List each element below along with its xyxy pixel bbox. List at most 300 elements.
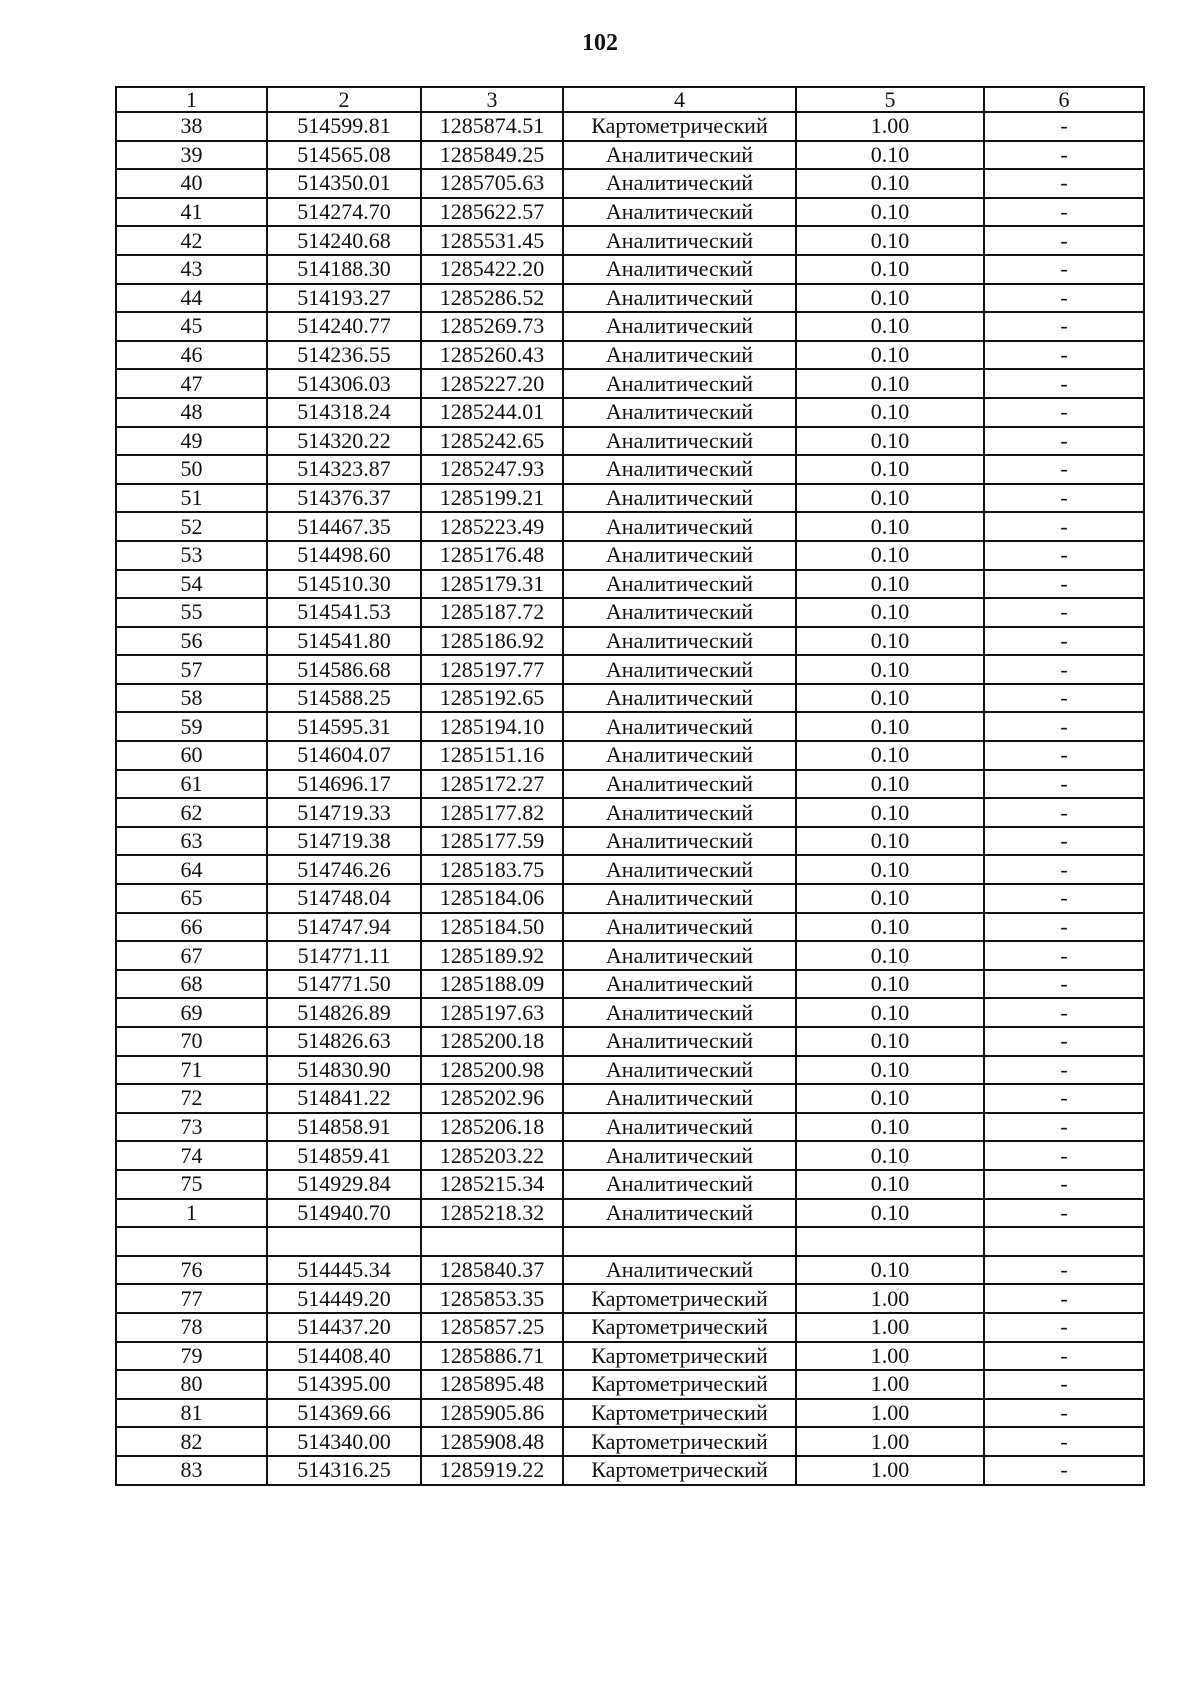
y-coordinate-cell: 1285172.27 [421, 770, 563, 799]
column-header-1: 1 [116, 87, 267, 112]
method-cell: Аналитический [563, 427, 796, 456]
note-cell: - [984, 998, 1144, 1027]
accuracy-cell: 0.10 [796, 1256, 984, 1285]
method-cell: Аналитический [563, 798, 796, 827]
note-cell: - [984, 312, 1144, 341]
x-coordinate-cell: 514408.40 [267, 1342, 421, 1371]
x-coordinate-cell: 514240.68 [267, 226, 421, 255]
point-number-cell: 73 [116, 1113, 267, 1142]
note-cell: - [984, 1199, 1144, 1228]
accuracy-cell: 0.10 [796, 1199, 984, 1228]
method-cell: Картометрический [563, 1399, 796, 1428]
point-number-cell: 75 [116, 1170, 267, 1199]
y-coordinate-cell: 1285269.73 [421, 312, 563, 341]
y-coordinate-cell: 1285179.31 [421, 570, 563, 599]
note-cell: - [984, 284, 1144, 313]
accuracy-cell: 0.10 [796, 312, 984, 341]
y-coordinate-cell: 1285184.50 [421, 913, 563, 942]
y-coordinate-cell: 1285622.57 [421, 198, 563, 227]
accuracy-cell: 0.10 [796, 998, 984, 1027]
accuracy-cell: 0.10 [796, 484, 984, 513]
accuracy-cell: 0.10 [796, 655, 984, 684]
accuracy-cell: 0.10 [796, 1141, 984, 1170]
x-coordinate-cell: 514437.20 [267, 1313, 421, 1342]
point-number-cell: 55 [116, 598, 267, 627]
method-cell: Аналитический [563, 970, 796, 999]
method-cell: Аналитический [563, 198, 796, 227]
point-number-cell: 63 [116, 827, 267, 856]
note-cell: - [984, 1399, 1144, 1428]
accuracy-cell: 0.10 [796, 913, 984, 942]
x-coordinate-cell: 514350.01 [267, 169, 421, 198]
method-cell: Аналитический [563, 1056, 796, 1085]
x-coordinate-cell: 514240.77 [267, 312, 421, 341]
column-header-6: 6 [984, 87, 1144, 112]
y-coordinate-cell: 1285200.98 [421, 1056, 563, 1085]
note-cell: - [984, 398, 1144, 427]
y-coordinate-cell: 1285215.34 [421, 1170, 563, 1199]
accuracy-cell: 0.10 [796, 598, 984, 627]
note-cell: - [984, 941, 1144, 970]
y-coordinate-cell: 1285203.22 [421, 1141, 563, 1170]
method-cell: Аналитический [563, 1113, 796, 1142]
accuracy-cell: 1.00 [796, 1399, 984, 1428]
column-header-4: 4 [563, 87, 796, 112]
x-coordinate-cell: 514541.80 [267, 627, 421, 656]
table-row [116, 1456, 1144, 1485]
table-row [116, 1313, 1144, 1342]
method-cell: Аналитический [563, 169, 796, 198]
note-cell: - [984, 369, 1144, 398]
note-cell: - [984, 655, 1144, 684]
table-row [116, 1141, 1144, 1170]
note-cell: - [984, 1370, 1144, 1399]
accuracy-cell: 0.10 [796, 798, 984, 827]
y-coordinate-cell: 1285186.92 [421, 627, 563, 656]
x-coordinate-cell: 514340.00 [267, 1427, 421, 1456]
note-cell: - [984, 255, 1144, 284]
point-number-cell: 72 [116, 1084, 267, 1113]
method-cell: Картометрический [563, 1284, 796, 1313]
table-row [116, 141, 1144, 170]
accuracy-cell: 1.00 [796, 1370, 984, 1399]
x-coordinate-cell: 514316.25 [267, 1456, 421, 1485]
x-coordinate-cell: 514395.00 [267, 1370, 421, 1399]
point-number-cell: 67 [116, 941, 267, 970]
table-row [116, 112, 1144, 141]
method-cell: Картометрический [563, 1456, 796, 1485]
y-coordinate-cell: 1285218.32 [421, 1199, 563, 1228]
point-number-cell: 66 [116, 913, 267, 942]
accuracy-cell: 0.10 [796, 741, 984, 770]
point-number-cell: 78 [116, 1313, 267, 1342]
point-number-cell: 47 [116, 369, 267, 398]
x-coordinate-cell: 514599.81 [267, 112, 421, 141]
table-row [116, 284, 1144, 313]
method-cell: Аналитический [563, 855, 796, 884]
x-coordinate-cell: 514586.68 [267, 655, 421, 684]
method-cell: Аналитический [563, 541, 796, 570]
point-number-cell: 40 [116, 169, 267, 198]
note-cell: - [984, 855, 1144, 884]
accuracy-cell: 1.00 [796, 1427, 984, 1456]
table-row [116, 341, 1144, 370]
y-coordinate-cell: 1285286.52 [421, 284, 563, 313]
note-cell: - [984, 455, 1144, 484]
y-coordinate-cell: 1285223.49 [421, 512, 563, 541]
note-cell: - [984, 1313, 1144, 1342]
accuracy-cell: 0.10 [796, 770, 984, 799]
x-coordinate-cell: 514498.60 [267, 541, 421, 570]
point-number-cell: 68 [116, 970, 267, 999]
method-cell: Картометрический [563, 1342, 796, 1371]
accuracy-cell: 1.00 [796, 1342, 984, 1371]
point-number-cell: 50 [116, 455, 267, 484]
note-cell: - [984, 198, 1144, 227]
x-coordinate-cell: 514747.94 [267, 913, 421, 942]
table-row [116, 941, 1144, 970]
table-row [116, 484, 1144, 513]
note-cell: - [984, 427, 1144, 456]
note-cell: - [984, 1256, 1144, 1285]
table-row [116, 884, 1144, 913]
note-cell: - [984, 1170, 1144, 1199]
accuracy-cell: 1.00 [796, 1456, 984, 1485]
note-cell: - [984, 1342, 1144, 1371]
x-coordinate-cell: 514826.63 [267, 1027, 421, 1056]
y-coordinate-cell: 1285857.25 [421, 1313, 563, 1342]
method-cell: Картометрический [563, 112, 796, 141]
x-coordinate-cell: 514841.22 [267, 1084, 421, 1113]
note-cell: - [984, 684, 1144, 713]
accuracy-cell: 0.10 [796, 855, 984, 884]
point-number-cell: 74 [116, 1141, 267, 1170]
table-row [116, 855, 1144, 884]
method-cell: Аналитический [563, 684, 796, 713]
table-row [116, 570, 1144, 599]
accuracy-cell: 0.10 [796, 455, 984, 484]
method-cell: Аналитический [563, 570, 796, 599]
point-number-cell: 44 [116, 284, 267, 313]
y-coordinate-cell: 1285853.35 [421, 1284, 563, 1313]
column-header-2: 2 [267, 87, 421, 112]
table-row [116, 369, 1144, 398]
y-coordinate-cell: 1285242.65 [421, 427, 563, 456]
y-coordinate-cell: 1285895.48 [421, 1370, 563, 1399]
table-row [116, 198, 1144, 227]
table-row [116, 827, 1144, 856]
note-cell: - [984, 112, 1144, 141]
accuracy-cell: 0.10 [796, 398, 984, 427]
y-coordinate-cell: 1285202.96 [421, 1084, 563, 1113]
method-cell: Аналитический [563, 913, 796, 942]
y-coordinate-cell: 1285189.92 [421, 941, 563, 970]
y-coordinate-cell: 1285197.77 [421, 655, 563, 684]
table-row [116, 312, 1144, 341]
point-number-cell: 39 [116, 141, 267, 170]
x-coordinate-cell: 514188.30 [267, 255, 421, 284]
method-cell: Аналитический [563, 1256, 796, 1285]
point-number-cell: 65 [116, 884, 267, 913]
x-coordinate-cell: 514719.38 [267, 827, 421, 856]
point-number-cell: 59 [116, 712, 267, 741]
table-row [116, 1284, 1144, 1313]
y-coordinate-cell: 1285247.93 [421, 455, 563, 484]
point-number-cell: 61 [116, 770, 267, 799]
method-cell: Аналитический [563, 1084, 796, 1113]
note-cell: - [984, 541, 1144, 570]
table-row [116, 1399, 1144, 1428]
method-cell: Аналитический [563, 341, 796, 370]
accuracy-cell: 0.10 [796, 970, 984, 999]
point-number-cell: 57 [116, 655, 267, 684]
method-cell: Аналитический [563, 627, 796, 656]
point-number-cell: 43 [116, 255, 267, 284]
note-cell: - [984, 570, 1144, 599]
x-coordinate-cell: 514719.33 [267, 798, 421, 827]
point-number-cell: 51 [116, 484, 267, 513]
y-coordinate-cell: 1285177.59 [421, 827, 563, 856]
accuracy-cell: 0.10 [796, 884, 984, 913]
table-row [116, 512, 1144, 541]
table-row [116, 741, 1144, 770]
note-cell: - [984, 712, 1144, 741]
x-coordinate-cell: 514771.50 [267, 970, 421, 999]
table-row [116, 226, 1144, 255]
y-coordinate-cell: 1285705.63 [421, 169, 563, 198]
x-coordinate-cell: 514236.55 [267, 341, 421, 370]
accuracy-cell: 1.00 [796, 1284, 984, 1313]
method-cell: Аналитический [563, 284, 796, 313]
y-coordinate-cell: 1285200.18 [421, 1027, 563, 1056]
method-cell: Аналитический [563, 455, 796, 484]
table-row [116, 455, 1144, 484]
x-coordinate-cell: 514369.66 [267, 1399, 421, 1428]
y-coordinate-cell: 1285886.71 [421, 1342, 563, 1371]
table-row [116, 1170, 1144, 1199]
y-coordinate-cell: 1285184.06 [421, 884, 563, 913]
method-cell: Аналитический [563, 141, 796, 170]
note-cell: - [984, 741, 1144, 770]
method-cell: Аналитический [563, 884, 796, 913]
table-row [116, 913, 1144, 942]
note-cell: - [984, 1056, 1144, 1085]
y-coordinate-cell: 1285177.82 [421, 798, 563, 827]
note-cell: - [984, 1113, 1144, 1142]
note-cell: - [984, 226, 1144, 255]
note-cell: - [984, 169, 1144, 198]
column-header-5: 5 [796, 87, 984, 112]
accuracy-cell: 0.10 [796, 341, 984, 370]
x-coordinate-cell: 514193.27 [267, 284, 421, 313]
x-coordinate-cell: 514595.31 [267, 712, 421, 741]
table-row [116, 1056, 1144, 1085]
note-cell: - [984, 798, 1144, 827]
header-row [116, 87, 1144, 112]
method-cell: Аналитический [563, 369, 796, 398]
point-number-cell: 62 [116, 798, 267, 827]
accuracy-cell: 0.10 [796, 941, 984, 970]
y-coordinate-cell: 1285176.48 [421, 541, 563, 570]
table-row [116, 1113, 1144, 1142]
x-coordinate-cell: 514318.24 [267, 398, 421, 427]
table-row [116, 169, 1144, 198]
point-number-cell: 41 [116, 198, 267, 227]
point-number-cell: 54 [116, 570, 267, 599]
method-cell: Картометрический [563, 1313, 796, 1342]
point-number-cell: 56 [116, 627, 267, 656]
y-coordinate-cell: 1285849.25 [421, 141, 563, 170]
note-cell: - [984, 770, 1144, 799]
method-cell: Аналитический [563, 1141, 796, 1170]
table-row [116, 255, 1144, 284]
y-coordinate-cell: 1285183.75 [421, 855, 563, 884]
accuracy-cell [796, 1227, 984, 1256]
note-cell: - [984, 1427, 1144, 1456]
method-cell: Аналитический [563, 1199, 796, 1228]
note-cell: - [984, 141, 1144, 170]
y-coordinate-cell: 1285908.48 [421, 1427, 563, 1456]
note-cell: - [984, 1456, 1144, 1485]
method-cell: Аналитический [563, 827, 796, 856]
x-coordinate-cell: 514445.34 [267, 1256, 421, 1285]
table-row [116, 1227, 1144, 1256]
note-cell: - [984, 970, 1144, 999]
table-row [116, 1342, 1144, 1371]
y-coordinate-cell: 1285260.43 [421, 341, 563, 370]
note-cell: - [984, 627, 1144, 656]
y-coordinate-cell: 1285192.65 [421, 684, 563, 713]
point-number-cell: 52 [116, 512, 267, 541]
table-body [116, 112, 1144, 1485]
method-cell: Аналитический [563, 1027, 796, 1056]
x-coordinate-cell: 514940.70 [267, 1199, 421, 1228]
point-number-cell: 76 [116, 1256, 267, 1285]
y-coordinate-cell: 1285194.10 [421, 712, 563, 741]
table-row [116, 541, 1144, 570]
y-coordinate-cell: 1285206.18 [421, 1113, 563, 1142]
accuracy-cell: 0.10 [796, 1056, 984, 1085]
table-row [116, 398, 1144, 427]
x-coordinate-cell: 514588.25 [267, 684, 421, 713]
method-cell: Аналитический [563, 998, 796, 1027]
accuracy-cell: 0.10 [796, 570, 984, 599]
accuracy-cell: 1.00 [796, 1313, 984, 1342]
accuracy-cell: 1.00 [796, 112, 984, 141]
x-coordinate-cell: 514859.41 [267, 1141, 421, 1170]
method-cell: Аналитический [563, 1170, 796, 1199]
accuracy-cell: 0.10 [796, 141, 984, 170]
x-coordinate-cell: 514929.84 [267, 1170, 421, 1199]
accuracy-cell: 0.10 [796, 512, 984, 541]
accuracy-cell: 0.10 [796, 255, 984, 284]
note-cell: - [984, 341, 1144, 370]
accuracy-cell: 0.10 [796, 827, 984, 856]
table-row [116, 798, 1144, 827]
point-number-cell: 81 [116, 1399, 267, 1428]
x-coordinate-cell: 514696.17 [267, 770, 421, 799]
point-number-cell: 42 [116, 226, 267, 255]
method-cell: Аналитический [563, 255, 796, 284]
y-coordinate-cell: 1285197.63 [421, 998, 563, 1027]
y-coordinate-cell: 1285187.72 [421, 598, 563, 627]
table-row [116, 712, 1144, 741]
point-number-cell: 77 [116, 1284, 267, 1313]
x-coordinate-cell: 514323.87 [267, 455, 421, 484]
method-cell: Аналитический [563, 312, 796, 341]
table-row [116, 627, 1144, 656]
y-coordinate-cell: 1285422.20 [421, 255, 563, 284]
x-coordinate-cell: 514771.11 [267, 941, 421, 970]
accuracy-cell: 0.10 [796, 1084, 984, 1113]
method-cell: Аналитический [563, 655, 796, 684]
method-cell: Картометрический [563, 1427, 796, 1456]
x-coordinate-cell: 514830.90 [267, 1056, 421, 1085]
table-row [116, 598, 1144, 627]
point-number-cell: 80 [116, 1370, 267, 1399]
x-coordinate-cell: 514746.26 [267, 855, 421, 884]
table-row [116, 970, 1144, 999]
accuracy-cell: 0.10 [796, 627, 984, 656]
x-coordinate-cell: 514306.03 [267, 369, 421, 398]
x-coordinate-cell: 514449.20 [267, 1284, 421, 1313]
x-coordinate-cell: 514320.22 [267, 427, 421, 456]
table-row [116, 1427, 1144, 1456]
point-number-cell: 69 [116, 998, 267, 1027]
coordinates-table [115, 86, 1145, 1486]
point-number-cell: 82 [116, 1427, 267, 1456]
point-number-cell [116, 1227, 267, 1256]
table-row [116, 998, 1144, 1027]
y-coordinate-cell: 1285531.45 [421, 226, 563, 255]
x-coordinate-cell: 514376.37 [267, 484, 421, 513]
method-cell: Аналитический [563, 598, 796, 627]
note-cell: - [984, 1284, 1144, 1313]
column-header-3: 3 [421, 87, 563, 112]
point-number-cell: 1 [116, 1199, 267, 1228]
table-row [116, 1027, 1144, 1056]
y-coordinate-cell: 1285151.16 [421, 741, 563, 770]
x-coordinate-cell: 514565.08 [267, 141, 421, 170]
y-coordinate-cell: 1285874.51 [421, 112, 563, 141]
method-cell: Картометрический [563, 1370, 796, 1399]
point-number-cell: 64 [116, 855, 267, 884]
y-coordinate-cell: 1285244.01 [421, 398, 563, 427]
y-coordinate-cell: 1285905.86 [421, 1399, 563, 1428]
accuracy-cell: 0.10 [796, 169, 984, 198]
point-number-cell: 79 [116, 1342, 267, 1371]
note-cell: - [984, 598, 1144, 627]
point-number-cell: 48 [116, 398, 267, 427]
x-coordinate-cell: 514510.30 [267, 570, 421, 599]
point-number-cell: 58 [116, 684, 267, 713]
accuracy-cell: 0.10 [796, 684, 984, 713]
note-cell: - [984, 484, 1144, 513]
accuracy-cell: 0.10 [796, 427, 984, 456]
y-coordinate-cell: 1285919.22 [421, 1456, 563, 1485]
point-number-cell: 45 [116, 312, 267, 341]
note-cell: - [984, 1141, 1144, 1170]
point-number-cell: 49 [116, 427, 267, 456]
y-coordinate-cell: 1285199.21 [421, 484, 563, 513]
y-coordinate-cell: 1285188.09 [421, 970, 563, 999]
table-row [116, 655, 1144, 684]
note-cell: - [984, 1027, 1144, 1056]
x-coordinate-cell: 514826.89 [267, 998, 421, 1027]
point-number-cell: 46 [116, 341, 267, 370]
table-header [116, 87, 1144, 112]
table-row [116, 770, 1144, 799]
